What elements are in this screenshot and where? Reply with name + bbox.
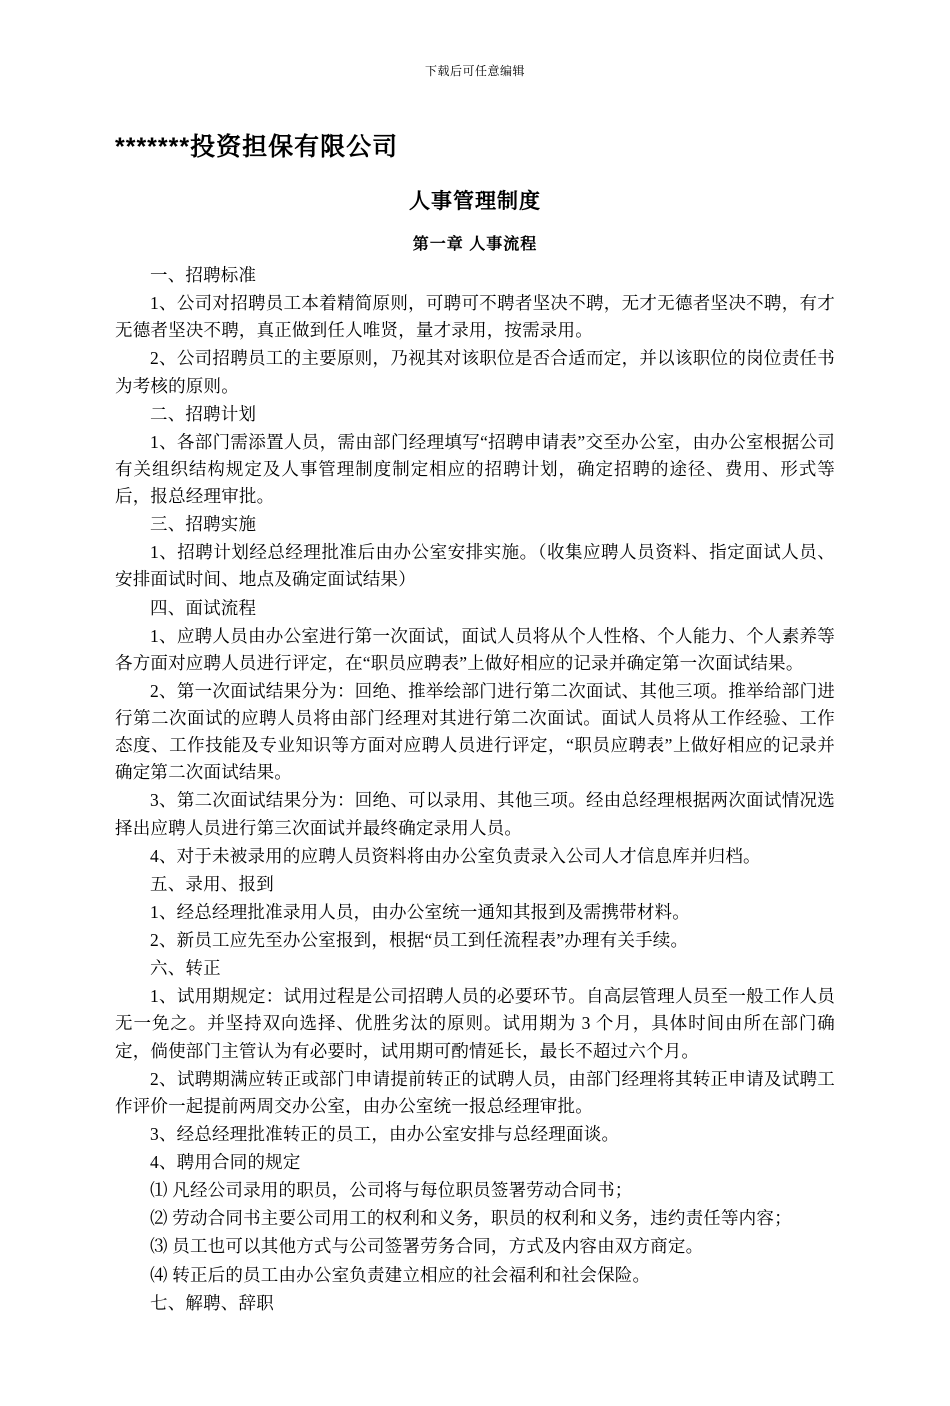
paragraph: 2、试聘期满应转正或部门申请提前转正的试聘人员，由部门经理将其转正申请及试聘工作评价一起提前两周交办公室，由办公室统一报总经理审批。 bbox=[115, 1068, 835, 1116]
paragraph: 1、公司对招聘员工本着精简原则，可聘可不聘者坚决不聘，无才无德者坚决不聘，有才无德者坚决不聘，真正做到任人唯贤，量才录用，按需录用。 bbox=[115, 293, 835, 341]
paragraph: 4、聘用合同的规定 bbox=[150, 1152, 301, 1172]
paragraph: 三、招聘实施 bbox=[150, 514, 257, 535]
paragraph: ⑶ 员工也可以其他方式与公司签署劳务合同，方式及内容由双方商定。 bbox=[150, 1236, 704, 1257]
company-title: *******投资担保有限公司 bbox=[115, 133, 399, 161]
paragraph: 六、转正 bbox=[150, 958, 221, 979]
paragraph: 1、应聘人员由办公室进行第一次面试，面试人员将从个人性格、个人能力、个人素养等各方面对应聘人员进行评定，在“职员应聘表”上做好相应的记录并确定第一次面试结果。 bbox=[115, 625, 835, 673]
paragraph: 2、公司招聘员工的主要原则，乃视其对该职位是否合适而定，并以该职位的岗位责任书为考核的原则。 bbox=[115, 348, 835, 396]
page-title: 人事管理制度 bbox=[409, 190, 541, 213]
document-page bbox=[0, 62, 950, 1406]
paragraph: 七、解聘、辞职 bbox=[150, 1292, 274, 1313]
paragraph: 一、招聘标准 bbox=[150, 265, 257, 285]
paragraph: 2、第一次面试结果分为：回绝、推举绘部门进行第二次面试、其他三项。推举给部门进行第二次面试的应聘人员将由部门经理对其进行第二次面试。面试人员将从工作经验、工作态度、工作技能及专业知识等方面对应聘人员进行评定，“职员应聘表”上做好相应的记录并确定第二次面试结果。 bbox=[115, 680, 835, 783]
paragraph: 二、招聘计划 bbox=[150, 403, 257, 424]
paragraph: 4、对于未被录用的应聘人员资料将由办公室负责录入公司人才信息库并归档。 bbox=[150, 845, 761, 866]
paragraph: 3、第二次面试结果分为：回绝、可以录用、其他三项。经由总经理根据两次面试情况选择出应聘人员进行第三次面试并最终确定录用人员。 bbox=[115, 790, 835, 838]
paragraph: 2、新员工应先至办公室报到，根据“员工到任流程表”办理有关手续。 bbox=[150, 930, 689, 950]
chapter-title: 第一章 人事流程 bbox=[412, 236, 538, 253]
paragraph: 1、经总经理批准录用人员，由办公室统一通知其报到及需携带材料。 bbox=[150, 901, 690, 922]
paragraph: 1、招聘计划经总经理批准后由办公室安排实施。（收集应聘人员资料、指定面试人员、安排面试时间、地点及确定面试结果） bbox=[115, 542, 835, 590]
paragraph: ⑵ 劳动合同书主要公司用工的权利和义务，职员的权利和义务，违约责任等内容； bbox=[150, 1208, 792, 1229]
paragraph: ⑴ 凡经公司录用的职员，公司将与每位职员签署劳动合同书； bbox=[150, 1180, 633, 1201]
paragraph: 五、录用、报到 bbox=[150, 873, 274, 894]
paragraph: 1、各部门需添置人员，需由部门经理填写“招聘申请表”交至办公室，由办公室根据公司有关组织结构规定及人事管理制度制定相应的招聘计划，确定招聘的途径、费用、形式等后，报总经理审批。 bbox=[115, 431, 835, 506]
document-content bbox=[115, 79, 835, 1317]
paragraph: 3、经总经理批准转正的员工，由办公室安排与总经理面谈。 bbox=[150, 1123, 620, 1144]
paragraph: 1、试用期规定：试用过程是公司招聘人员的必要环节。自高层管理人员至一般工作人员无一免之。并坚持双向选择、优胜劣汰的原则。试用期为 3 个月，具体时间由所在部门确定，倘使部门主管认为有必要时，试用期可酌情延长，最长不超过六个月。 bbox=[115, 986, 835, 1061]
paragraph: ⑷ 转正后的员工由办公室负责建立相应的社会福利和社会保险。 bbox=[150, 1264, 651, 1285]
paragraph: 四、面试流程 bbox=[150, 597, 257, 618]
header-note: 下载后可任意编辑 bbox=[424, 64, 525, 78]
